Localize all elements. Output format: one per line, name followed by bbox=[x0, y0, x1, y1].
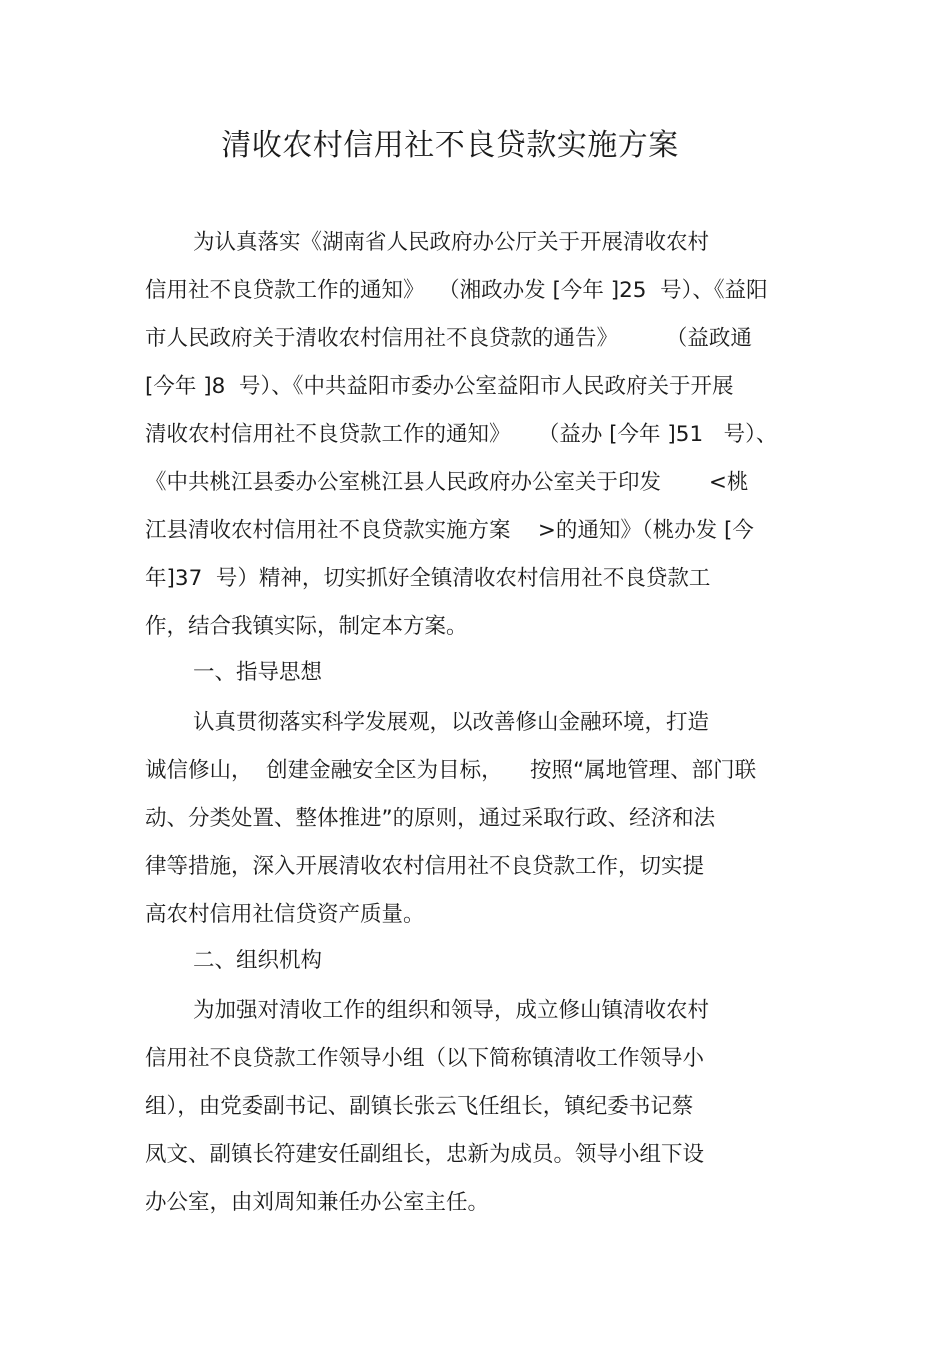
paragraph-line: [今年 ]8 号）、《中共益阳市委办公室益阳市人民政府关于开展 bbox=[145, 374, 734, 399]
section-heading-guiding-thought: 一、指导思想 bbox=[193, 660, 323, 685]
paragraph-line: 办公室，由刘周知兼任办公室主任。 bbox=[145, 1190, 490, 1215]
paragraph-line: 市人民政府关于清收农村信用社不良贷款的通告》 （益政通 bbox=[145, 326, 752, 351]
paragraph-line: 律等措施，深入开展清收农村信用社不良贷款工作，切实提 bbox=[145, 854, 705, 879]
paragraph-line: 信用社不良贷款工作的通知》 （湘政办发 [今年 ]25 号）、《益阳 bbox=[145, 278, 768, 303]
paragraph-line: 江县清收农村信用社不良贷款实施方案 >的通知》（桃办发 [今 bbox=[145, 518, 754, 543]
document-title: 清收农村信用社不良贷款实施方案 bbox=[221, 128, 679, 163]
paragraph-line: 为认真落实《湖南省人民政府办公厅关于开展清收农村 bbox=[193, 230, 710, 255]
paragraph-line: 为加强对清收工作的组织和领导，成立修山镇清收农村 bbox=[193, 998, 710, 1023]
paragraph-line: 动、分类处置、整体推进”的原则，通过采取行政、经济和法 bbox=[145, 806, 716, 831]
paragraph-line: 凤文、副镇长符建安任副组长，忠新为成员。领导小组下设 bbox=[145, 1142, 705, 1167]
paragraph-line: 作，结合我镇实际，制定本方案。 bbox=[145, 614, 468, 639]
paragraph-line: 年]37 号）精神，切实抓好全镇清收农村信用社不良贷款工 bbox=[145, 566, 711, 591]
paragraph-line: 《中共桃江县委办公室桃江县人民政府办公室关于印发 <桃 bbox=[145, 470, 749, 495]
paragraph-line: 认真贯彻落实科学发展观，以改善修山金融环境，打造 bbox=[193, 710, 710, 735]
paragraph-line: 信用社不良贷款工作领导小组（以下简称镇清收工作领导小 bbox=[145, 1046, 705, 1071]
paragraph-line: 高农村信用社信贷资产质量。 bbox=[145, 902, 425, 927]
section-heading-organization: 二、组织机构 bbox=[193, 948, 323, 973]
paragraph-line: 组），由党委副书记、副镇长张云飞任组长，镇纪委书记蔡 bbox=[145, 1094, 694, 1119]
paragraph-line: 诚信修山， 创建金融安全区为目标， 按照“属地管理、部门联 bbox=[145, 758, 757, 783]
paragraph-line: 清收农村信用社不良贷款工作的通知》 （益办 [今年 ]51 号）、 bbox=[145, 422, 778, 447]
